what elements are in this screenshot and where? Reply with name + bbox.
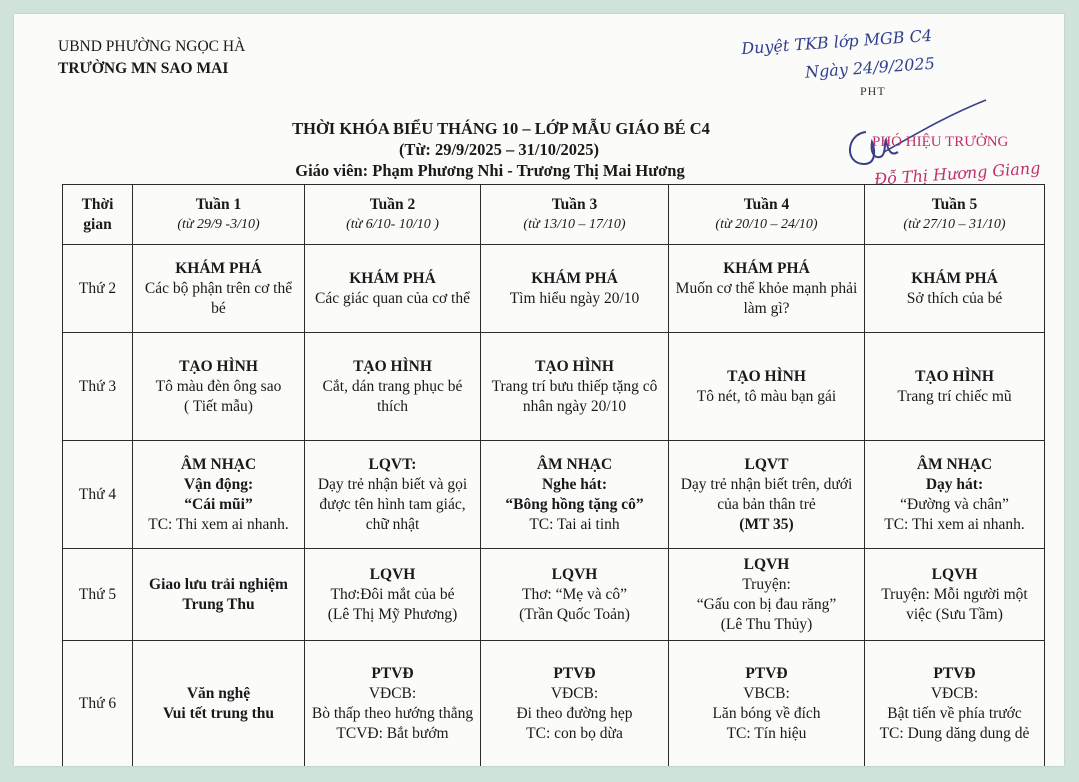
activity-cell bbox=[481, 245, 669, 333]
activity-detail: VBCB: bbox=[743, 684, 790, 702]
activity-detail: Các bộ phận trên cơ thể bé bbox=[144, 279, 293, 317]
activity-cell bbox=[305, 441, 481, 549]
activity-cell bbox=[133, 333, 305, 441]
activity-detail: (Lê Thu Thủy) bbox=[720, 615, 813, 633]
ward-name: UBND PHƯỜNG NGỌC HÀ bbox=[58, 38, 246, 55]
activity-subject: LQVH bbox=[551, 565, 598, 583]
activity-subject: ÂM NHẠC bbox=[536, 455, 613, 473]
timetable-row bbox=[63, 333, 1045, 441]
activity-target: (MT 35) bbox=[739, 515, 794, 533]
activity-cell bbox=[481, 641, 669, 767]
activity-detail: Thơ:Đôi mắt của bé bbox=[330, 585, 455, 603]
activity-cell bbox=[865, 549, 1045, 641]
week-header: Tuần 5 (từ 27/10 – 31/10) bbox=[865, 185, 1045, 245]
timetable-row bbox=[63, 245, 1045, 333]
activity-detail: Truyện: bbox=[742, 575, 791, 593]
activity-cell bbox=[133, 549, 305, 641]
activity-subject: TẠO HÌNH bbox=[353, 357, 432, 375]
activity-subject: TẠO HÌNH bbox=[535, 357, 614, 375]
stamp-title: PHÓ HIỆU TRƯỞNG bbox=[872, 134, 1009, 150]
activity-cell bbox=[133, 245, 305, 333]
timetable-row bbox=[63, 549, 1045, 641]
activity-cell bbox=[865, 441, 1045, 549]
activity-detail: TC: Thi xem ai nhanh. bbox=[884, 515, 1025, 533]
activity-subject: PTVĐ bbox=[553, 664, 596, 682]
activity-subject: PTVĐ bbox=[371, 664, 414, 682]
activity-detail: Đi theo đường hẹp bbox=[516, 704, 633, 722]
activity-cell bbox=[669, 333, 865, 441]
school-name: TRƯỜNG MN SAO MAI bbox=[58, 60, 229, 77]
week-header: Tuần 2 (từ 6/10- 10/10 ) bbox=[305, 185, 481, 245]
activity-subject: LQVT bbox=[744, 455, 789, 473]
activity-cell bbox=[865, 333, 1045, 441]
approval-line-1: Duyệt TKB lớp MGB C4 bbox=[740, 25, 933, 59]
activity-cell bbox=[865, 245, 1045, 333]
activity-detail: TC: Thi xem ai nhanh. bbox=[148, 515, 289, 533]
activity-subject: Văn nghệ bbox=[186, 684, 251, 702]
activity-cell bbox=[481, 549, 669, 641]
activity-detail: Bật tiến về phía trước bbox=[887, 704, 1022, 722]
activity-subject: TẠO HÌNH bbox=[179, 357, 258, 375]
activity-detail: TC: Tín hiệu bbox=[726, 724, 807, 742]
activity-cell bbox=[305, 333, 481, 441]
day-label: Thứ 6 bbox=[63, 641, 133, 767]
schedule-title: THỜI KHÓA BIỂU THÁNG 10 – LỚP MẪU GIÁO BÉ C4 bbox=[292, 119, 710, 138]
activity-detail: TC: con bọ dừa bbox=[526, 724, 623, 742]
activity-subject: KHÁM PHÁ bbox=[175, 259, 262, 277]
activity-detail: (Trần Quốc Toản) bbox=[519, 605, 630, 623]
activity-cell bbox=[669, 641, 865, 767]
handwritten-approval bbox=[740, 17, 1003, 91]
activity-highlight: Vận động: bbox=[183, 475, 254, 493]
activity-subject: KHÁM PHÁ bbox=[531, 269, 618, 287]
activity-cell bbox=[669, 441, 865, 549]
activity-highlight: “Bông hồng tặng cô” bbox=[505, 495, 644, 513]
activity-subject: ÂM NHẠC bbox=[916, 455, 993, 473]
week-header: Tuần 1 (từ 29/9 -3/10) bbox=[133, 185, 305, 245]
activity-subject: LQVH bbox=[369, 565, 416, 583]
activity-highlight: “Cái mũi” bbox=[184, 495, 253, 513]
document-page bbox=[14, 14, 1064, 766]
stamp-name: Đỗ Thị Hương Giang bbox=[873, 158, 1041, 189]
activity-subject: Giao lưu trải nghiệm Trung Thu bbox=[149, 575, 288, 613]
week-header: Tuần 3 (từ 13/10 – 17/10) bbox=[481, 185, 669, 245]
activity-detail: Cắt, dán trang phục bé thích bbox=[322, 377, 463, 415]
activity-detail: “Gấu con bị đau răng” bbox=[696, 595, 837, 613]
corner-header: Thời gian bbox=[63, 185, 133, 245]
activity-cell bbox=[481, 333, 669, 441]
activity-detail: VĐCB: bbox=[930, 684, 979, 702]
approval-date: Ngày 24/9/2025 bbox=[804, 53, 936, 82]
activity-detail: Truyện: Mỗi người một việc (Sưu Tầm) bbox=[881, 585, 1028, 623]
activity-detail: Tô màu đèn ông sao bbox=[155, 377, 282, 395]
approval-role: PHT bbox=[860, 84, 886, 98]
activity-detail: Tìm hiểu ngày 20/10 bbox=[509, 289, 640, 307]
activity-detail: Trang trí chiếc mũ bbox=[897, 387, 1012, 405]
activity-detail: Trang trí bưu thiếp tặng cô nhân ngày 20/10 bbox=[491, 377, 658, 415]
activity-cell bbox=[481, 441, 669, 549]
activity-subject: KHÁM PHÁ bbox=[911, 269, 998, 287]
activity-subject: LQVH bbox=[743, 555, 790, 573]
activity-detail: Sở thích của bé bbox=[906, 289, 1003, 307]
week-header: Tuần 4 (từ 20/10 – 24/10) bbox=[669, 185, 865, 245]
activity-detail: Muốn cơ thể khỏe mạnh phải làm gì? bbox=[675, 279, 858, 317]
activity-detail: VĐCB: bbox=[550, 684, 599, 702]
activity-highlight: Vui tết trung thu bbox=[163, 704, 274, 722]
activity-subject: LQVH bbox=[931, 565, 978, 583]
activity-subject: KHÁM PHÁ bbox=[349, 269, 436, 287]
activity-detail: (Lê Thị Mỹ Phương) bbox=[327, 605, 458, 623]
schedule-title-block bbox=[14, 118, 1064, 181]
activity-highlight: Dạy hát: bbox=[925, 475, 984, 493]
activity-cell bbox=[305, 245, 481, 333]
day-label: Thứ 3 bbox=[63, 333, 133, 441]
activity-detail: Bò thấp theo hướng thẳng bbox=[311, 704, 474, 722]
activity-detail: ( Tiết mẫu) bbox=[184, 397, 253, 415]
activity-subject: PTVĐ bbox=[933, 664, 976, 682]
activity-detail: TCVĐ: Bắt bướm bbox=[336, 724, 449, 742]
activity-detail: VĐCB: bbox=[368, 684, 417, 702]
activity-detail: TC: Tai ai tinh bbox=[529, 515, 620, 533]
activity-cell bbox=[669, 549, 865, 641]
timetable bbox=[62, 184, 1045, 766]
activity-subject: KHÁM PHÁ bbox=[723, 259, 810, 277]
activity-cell bbox=[133, 641, 305, 767]
activity-subject: ÂM NHẠC bbox=[180, 455, 257, 473]
activity-detail: “Đường và chân” bbox=[900, 495, 1009, 513]
schedule-teachers: Giáo viên: Phạm Phương Nhi - Trương Thị Mai Hương bbox=[295, 161, 685, 180]
day-label: Thứ 2 bbox=[63, 245, 133, 333]
timetable-header-row bbox=[63, 185, 1045, 245]
organization-header bbox=[58, 36, 245, 80]
activity-subject: TẠO HÌNH bbox=[915, 367, 994, 385]
activity-detail: Tô nét, tô màu bạn gái bbox=[696, 387, 837, 405]
activity-cell bbox=[305, 641, 481, 767]
day-label: Thứ 4 bbox=[63, 441, 133, 549]
activity-detail: Thơ: “Mẹ và cô” bbox=[521, 585, 628, 603]
activity-detail: TC: Dung dăng dung dẻ bbox=[879, 724, 1030, 742]
activity-subject: LQVT: bbox=[368, 455, 417, 473]
activity-detail: Dạy trẻ nhận biết trên, dưới của bản thân trẻ bbox=[680, 475, 853, 513]
activity-subject: PTVĐ bbox=[745, 664, 788, 682]
activity-detail: Lăn bóng về đích bbox=[712, 704, 821, 722]
activity-detail: Dạy trẻ nhận biết và gọi được tên hình tam giác, chữ nhật bbox=[317, 475, 468, 533]
timetable-row bbox=[63, 441, 1045, 549]
activity-subject: TẠO HÌNH bbox=[727, 367, 806, 385]
activity-cell bbox=[669, 245, 865, 333]
activity-cell bbox=[133, 441, 305, 549]
activity-detail: Các giác quan của cơ thể bbox=[315, 289, 470, 307]
day-label: Thứ 5 bbox=[63, 549, 133, 641]
activity-cell bbox=[305, 549, 481, 641]
schedule-dates: (Từ: 29/9/2025 – 31/10/2025) bbox=[398, 140, 600, 159]
activity-cell bbox=[865, 641, 1045, 767]
activity-highlight: Nghe hát: bbox=[541, 475, 607, 493]
timetable-row bbox=[63, 641, 1045, 767]
